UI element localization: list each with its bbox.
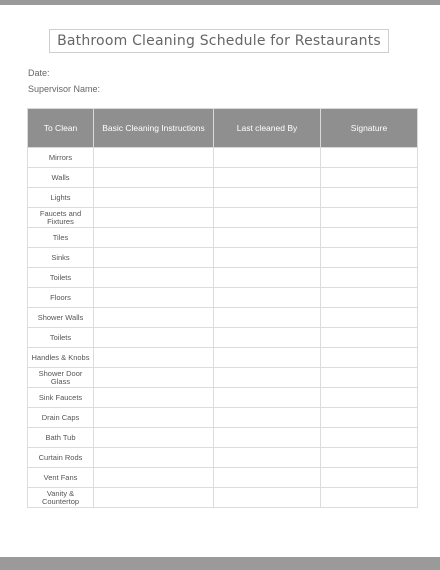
last-cleaned-by-cell[interactable] xyxy=(214,228,321,248)
last-cleaned-by-cell[interactable] xyxy=(214,388,321,408)
table-row xyxy=(28,388,418,408)
table-row xyxy=(28,288,418,308)
item-label: Handles & Knobs xyxy=(28,348,94,368)
last-cleaned-by-cell[interactable] xyxy=(214,488,321,508)
signature-cell[interactable] xyxy=(321,388,418,408)
table-row xyxy=(28,188,418,208)
instructions-cell[interactable] xyxy=(94,208,214,228)
signature-cell[interactable] xyxy=(321,328,418,348)
table-row xyxy=(28,148,418,168)
instructions-cell[interactable] xyxy=(94,268,214,288)
header-signature: Signature xyxy=(321,109,418,148)
table-row xyxy=(28,408,418,428)
table-row xyxy=(28,368,418,388)
last-cleaned-by-cell[interactable] xyxy=(214,168,321,188)
item-label: Floors xyxy=(28,288,94,308)
signature-cell[interactable] xyxy=(321,168,418,188)
signature-cell[interactable] xyxy=(321,428,418,448)
last-cleaned-by-cell[interactable] xyxy=(214,328,321,348)
item-label: Vent Fans xyxy=(28,468,94,488)
last-cleaned-by-cell[interactable] xyxy=(214,408,321,428)
header-last-cleaned-by: Last cleaned By xyxy=(214,109,321,148)
instructions-cell[interactable] xyxy=(94,188,214,208)
instructions-cell[interactable] xyxy=(94,228,214,248)
bottom-decorative-bar xyxy=(0,557,440,570)
last-cleaned-by-cell[interactable] xyxy=(214,368,321,388)
top-decorative-bar xyxy=(0,0,440,5)
table-row xyxy=(28,348,418,368)
header-instructions: Basic Cleaning Instructions xyxy=(94,109,214,148)
cleaning-schedule-table xyxy=(27,108,418,508)
item-label: Mirrors xyxy=(28,148,94,168)
table-row xyxy=(28,328,418,348)
supervisor-field-label: Supervisor Name: xyxy=(28,84,101,94)
signature-cell[interactable] xyxy=(321,408,418,428)
signature-cell[interactable] xyxy=(321,468,418,488)
item-label: Tiles xyxy=(28,228,94,248)
last-cleaned-by-cell[interactable] xyxy=(214,428,321,448)
last-cleaned-by-cell[interactable] xyxy=(214,148,321,168)
signature-cell[interactable] xyxy=(321,268,418,288)
signature-cell[interactable] xyxy=(321,188,418,208)
signature-cell[interactable] xyxy=(321,348,418,368)
instructions-cell[interactable] xyxy=(94,448,214,468)
document-title-box xyxy=(49,29,389,53)
document-title: Bathroom Cleaning Schedule for Restaurants xyxy=(57,33,381,49)
signature-cell[interactable] xyxy=(321,368,418,388)
date-field-label: Date: xyxy=(28,68,50,78)
table-row xyxy=(28,208,418,228)
item-label: Toilets xyxy=(28,328,94,348)
table-row xyxy=(28,168,418,188)
signature-cell[interactable] xyxy=(321,308,418,328)
instructions-cell[interactable] xyxy=(94,388,214,408)
last-cleaned-by-cell[interactable] xyxy=(214,248,321,268)
signature-cell[interactable] xyxy=(321,208,418,228)
instructions-cell[interactable] xyxy=(94,168,214,188)
signature-cell[interactable] xyxy=(321,228,418,248)
last-cleaned-by-cell[interactable] xyxy=(214,208,321,228)
table-row xyxy=(28,428,418,448)
instructions-cell[interactable] xyxy=(94,488,214,508)
table-row xyxy=(28,308,418,328)
instructions-cell[interactable] xyxy=(94,468,214,488)
item-label: Bath Tub xyxy=(28,428,94,448)
table-row xyxy=(28,228,418,248)
instructions-cell[interactable] xyxy=(94,248,214,268)
table-row xyxy=(28,468,418,488)
table-body xyxy=(28,148,418,508)
signature-cell[interactable] xyxy=(321,448,418,468)
item-label: Toilets xyxy=(28,268,94,288)
item-label: Sink Faucets xyxy=(28,388,94,408)
instructions-cell[interactable] xyxy=(94,348,214,368)
signature-cell[interactable] xyxy=(321,488,418,508)
last-cleaned-by-cell[interactable] xyxy=(214,288,321,308)
instructions-cell[interactable] xyxy=(94,308,214,328)
item-label: Lights xyxy=(28,188,94,208)
signature-cell[interactable] xyxy=(321,248,418,268)
item-label: Shower Door Glass xyxy=(28,368,94,388)
table-row xyxy=(28,268,418,288)
table-row xyxy=(28,248,418,268)
signature-cell[interactable] xyxy=(321,288,418,308)
table-row xyxy=(28,488,418,508)
header-to-clean: To Clean xyxy=(28,109,94,148)
table-header-row xyxy=(28,109,418,148)
instructions-cell[interactable] xyxy=(94,408,214,428)
last-cleaned-by-cell[interactable] xyxy=(214,348,321,368)
item-label: Walls xyxy=(28,168,94,188)
item-label: Sinks xyxy=(28,248,94,268)
instructions-cell[interactable] xyxy=(94,328,214,348)
instructions-cell[interactable] xyxy=(94,428,214,448)
item-label: Curtain Rods xyxy=(28,448,94,468)
last-cleaned-by-cell[interactable] xyxy=(214,468,321,488)
last-cleaned-by-cell[interactable] xyxy=(214,448,321,468)
instructions-cell[interactable] xyxy=(94,288,214,308)
last-cleaned-by-cell[interactable] xyxy=(214,188,321,208)
signature-cell[interactable] xyxy=(321,148,418,168)
table-row xyxy=(28,448,418,468)
instructions-cell[interactable] xyxy=(94,368,214,388)
item-label: Shower Walls xyxy=(28,308,94,328)
instructions-cell[interactable] xyxy=(94,148,214,168)
last-cleaned-by-cell[interactable] xyxy=(214,268,321,288)
item-label: Vanity & Countertop xyxy=(28,488,94,508)
item-label: Drain Caps xyxy=(28,408,94,428)
item-label: Faucets and Fixtures xyxy=(28,208,94,228)
last-cleaned-by-cell[interactable] xyxy=(214,308,321,328)
